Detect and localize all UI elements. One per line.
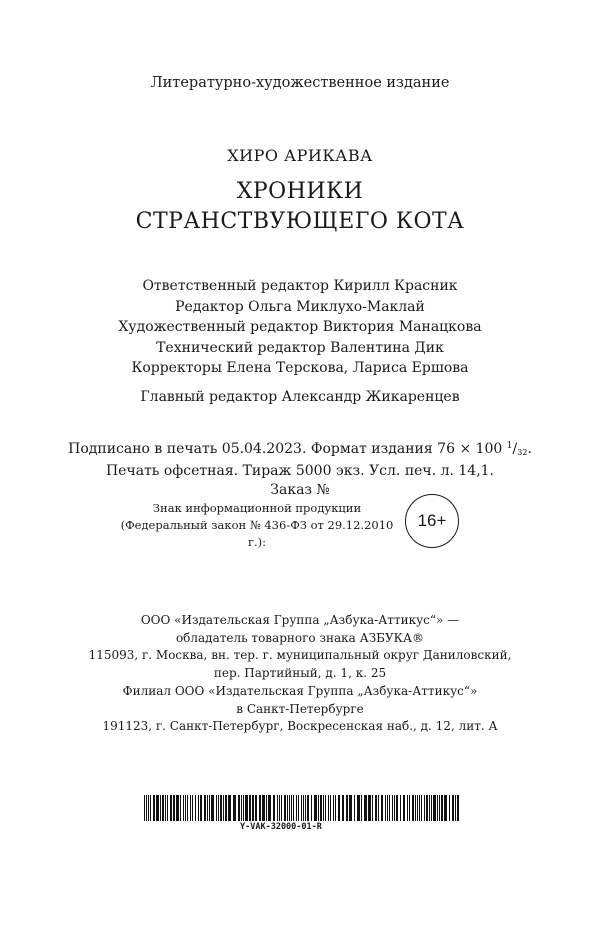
barcode-bar [156, 795, 159, 821]
barcode-bar [349, 795, 352, 821]
barcode-bar [346, 795, 348, 821]
barcode-bar [291, 795, 292, 821]
credit-line: Редактор Ольга Миклухо-Маклай [175, 298, 425, 315]
barcode-bar [167, 795, 168, 821]
barcode-bar [187, 795, 188, 821]
barcode-bar [148, 795, 149, 821]
barcode-bar [328, 795, 329, 821]
barcode-bar [394, 795, 395, 821]
branch-line: 191123, г. Санкт-Петербург, Воскресенская наб., д. 12, лит. А [102, 719, 498, 733]
barcode-bar [417, 795, 418, 821]
credits-list [0, 276, 600, 379]
chief-editor: Главный редактор Александр Жикаренцев [140, 389, 460, 405]
barcode-bar [357, 795, 360, 821]
barcode-bar [262, 795, 265, 821]
barcode-bar [429, 795, 430, 821]
print-line-2: Печать офсетная. Тираж 5000 экз. Усл. печ. л. 14,1. [105, 463, 495, 479]
barcode-bar [162, 795, 164, 821]
barcode [144, 795, 462, 821]
barcode-bar [314, 795, 317, 821]
publisher-line: 115093, г. Москва, вн. тер. г. муниципальный округ Даниловский, [88, 648, 512, 662]
barcode-bar [173, 795, 175, 821]
barcode-bar [385, 795, 386, 821]
barcode-bar [160, 795, 161, 821]
barcode-bar [296, 795, 297, 821]
barcode-bar [209, 795, 210, 821]
branch-line: в Санкт-Петербурге [236, 701, 364, 716]
age-rating-badge: 16+ [405, 494, 459, 548]
barcode-bar [228, 795, 231, 821]
barcode-bar [305, 795, 306, 821]
barcode-bar [190, 795, 191, 821]
order-number: Заказ № [270, 482, 330, 498]
barcode-bar [150, 795, 151, 821]
barcode-bar [243, 795, 244, 821]
barcode-bar [293, 795, 294, 821]
print-line-1 [0, 437, 600, 462]
barcode-bar [241, 795, 242, 821]
barcode-bar [218, 795, 219, 821]
barcode-bar [325, 795, 326, 821]
barcode-bar [400, 795, 401, 821]
barcode-bar [375, 795, 377, 821]
barcode-bar [192, 795, 193, 821]
barcode-bar [180, 795, 181, 821]
barcode-bar [281, 795, 282, 821]
publisher-info [0, 612, 600, 682]
genre-label: Литературно-художественное издание [150, 75, 450, 91]
publisher-line: пер. Партийный, д. 1, к. 25 [213, 665, 387, 680]
barcode-bar [311, 795, 312, 821]
barcode-bar [207, 795, 208, 821]
barcode-bar [233, 795, 236, 821]
barcode-bar [424, 795, 425, 821]
barcode-bar [449, 795, 450, 821]
barcode-bar [266, 795, 267, 821]
barcode-bar [444, 795, 447, 821]
barcode-bar [249, 795, 251, 821]
barcode-bar [255, 795, 257, 821]
barcode-bar [415, 795, 416, 821]
info-mark-text [112, 500, 402, 551]
barcode-bar [223, 795, 224, 821]
barcode-bar [298, 795, 299, 821]
barcode-bar [204, 795, 206, 821]
barcode-bar [170, 795, 172, 821]
print-info [0, 437, 600, 500]
branch-info [0, 683, 600, 736]
barcode-bar [153, 795, 155, 821]
barcode-bar [455, 795, 456, 821]
barcode-bar [338, 795, 340, 821]
barcode-bar [381, 795, 383, 821]
branch-line: Филиал ООО «Издательская Группа „Азбука-Аттикус“» [122, 684, 478, 698]
barcode-bar [146, 795, 147, 821]
barcode-bar [301, 795, 302, 821]
barcode-bar [307, 795, 309, 821]
title-line: СТРАНСТВУЮЩЕГО КОТА [135, 209, 465, 234]
barcode-bar [320, 795, 322, 821]
barcode-bar [441, 795, 443, 821]
format-slash: / [512, 441, 518, 457]
barcode-bar [431, 795, 432, 821]
barcode-bar [273, 795, 275, 821]
barcode-bar [216, 795, 217, 821]
barcode-bar [364, 795, 367, 821]
barcode-bar [252, 795, 254, 821]
barcode-bar [457, 795, 459, 821]
barcode-bar [225, 795, 227, 821]
barcode-bar [268, 795, 271, 821]
barcode-bar [318, 795, 319, 821]
credit-line: Корректоры Елена Терскова, Лариса Ершова [131, 360, 469, 376]
barcode-bar [412, 795, 414, 821]
barcode-bar [426, 795, 428, 821]
barcode-bar [303, 795, 304, 821]
barcode-bar [176, 795, 179, 821]
barcode-bar [330, 795, 331, 821]
barcode-bar [387, 795, 388, 821]
barcode-bar [439, 795, 440, 821]
author-name: ХИРО АРИКАВА [227, 146, 373, 165]
barcode-bar [403, 795, 405, 821]
barcode-bar [372, 795, 373, 821]
info-mark-line: (Федеральный закон № 436-ФЗ от 29.12.2010 г.): [120, 518, 394, 549]
barcode-bar [409, 795, 410, 821]
barcode-bar [361, 795, 362, 821]
barcode-bar [238, 795, 240, 821]
barcode-bar [378, 795, 379, 821]
barcode-bar [200, 795, 202, 821]
barcode-bar [183, 795, 184, 821]
barcode-bar [392, 795, 393, 821]
barcode-bar [195, 795, 196, 821]
barcode-bar [185, 795, 186, 821]
barcode-bar [335, 795, 336, 821]
barcode-bar [220, 795, 222, 821]
credit-line: Технический редактор Валентина Дик [156, 339, 444, 356]
barcode-bar [284, 795, 286, 821]
barcode-bar [342, 795, 344, 821]
barcode-bar [277, 795, 278, 821]
format-numerator: 1 [506, 441, 513, 451]
barcode-bar [419, 795, 420, 821]
book-title [0, 177, 600, 237]
print-line-end: . [527, 441, 532, 457]
barcode-bar [259, 795, 261, 821]
barcode-bar [354, 795, 355, 821]
barcode-bar [245, 795, 248, 821]
title-line: ХРОНИКИ [236, 179, 364, 204]
barcode-bar [389, 795, 390, 821]
credit-line: Ответственный редактор Кирилл Красник [142, 278, 458, 294]
barcode-bar [407, 795, 408, 821]
barcode-bar [289, 795, 290, 821]
barcode-bar [323, 795, 324, 821]
print-format-text: Подписано в печать 05.04.2023. Формат издания 76 × 100 [68, 441, 507, 457]
barcode-bar [368, 795, 371, 821]
info-mark-line: Знак информационной продукции [152, 501, 362, 515]
format-denominator: 32 [517, 448, 528, 457]
barcode-bar [433, 795, 436, 821]
barcode-bar [144, 795, 145, 821]
barcode-text: Y-VAK-32000-01-R [240, 822, 322, 832]
publisher-line: ООО «Издательская Группа „Азбука-Аттикус“» — [140, 613, 460, 627]
barcode-bar [421, 795, 422, 821]
barcode-bar [396, 795, 398, 821]
barcode-bar [287, 795, 288, 821]
credit-line: Художественный редактор Виктория Манацкова [118, 319, 482, 335]
publisher-line: обладатель товарного знака АЗБУКА® [175, 630, 425, 645]
barcode-bar [211, 795, 214, 821]
barcode-bar [437, 795, 438, 821]
barcode-bar [198, 795, 199, 821]
barcode-bar [452, 795, 454, 821]
barcode-bar [333, 795, 334, 821]
barcode-bar [165, 795, 166, 821]
barcode-bar [279, 795, 280, 821]
